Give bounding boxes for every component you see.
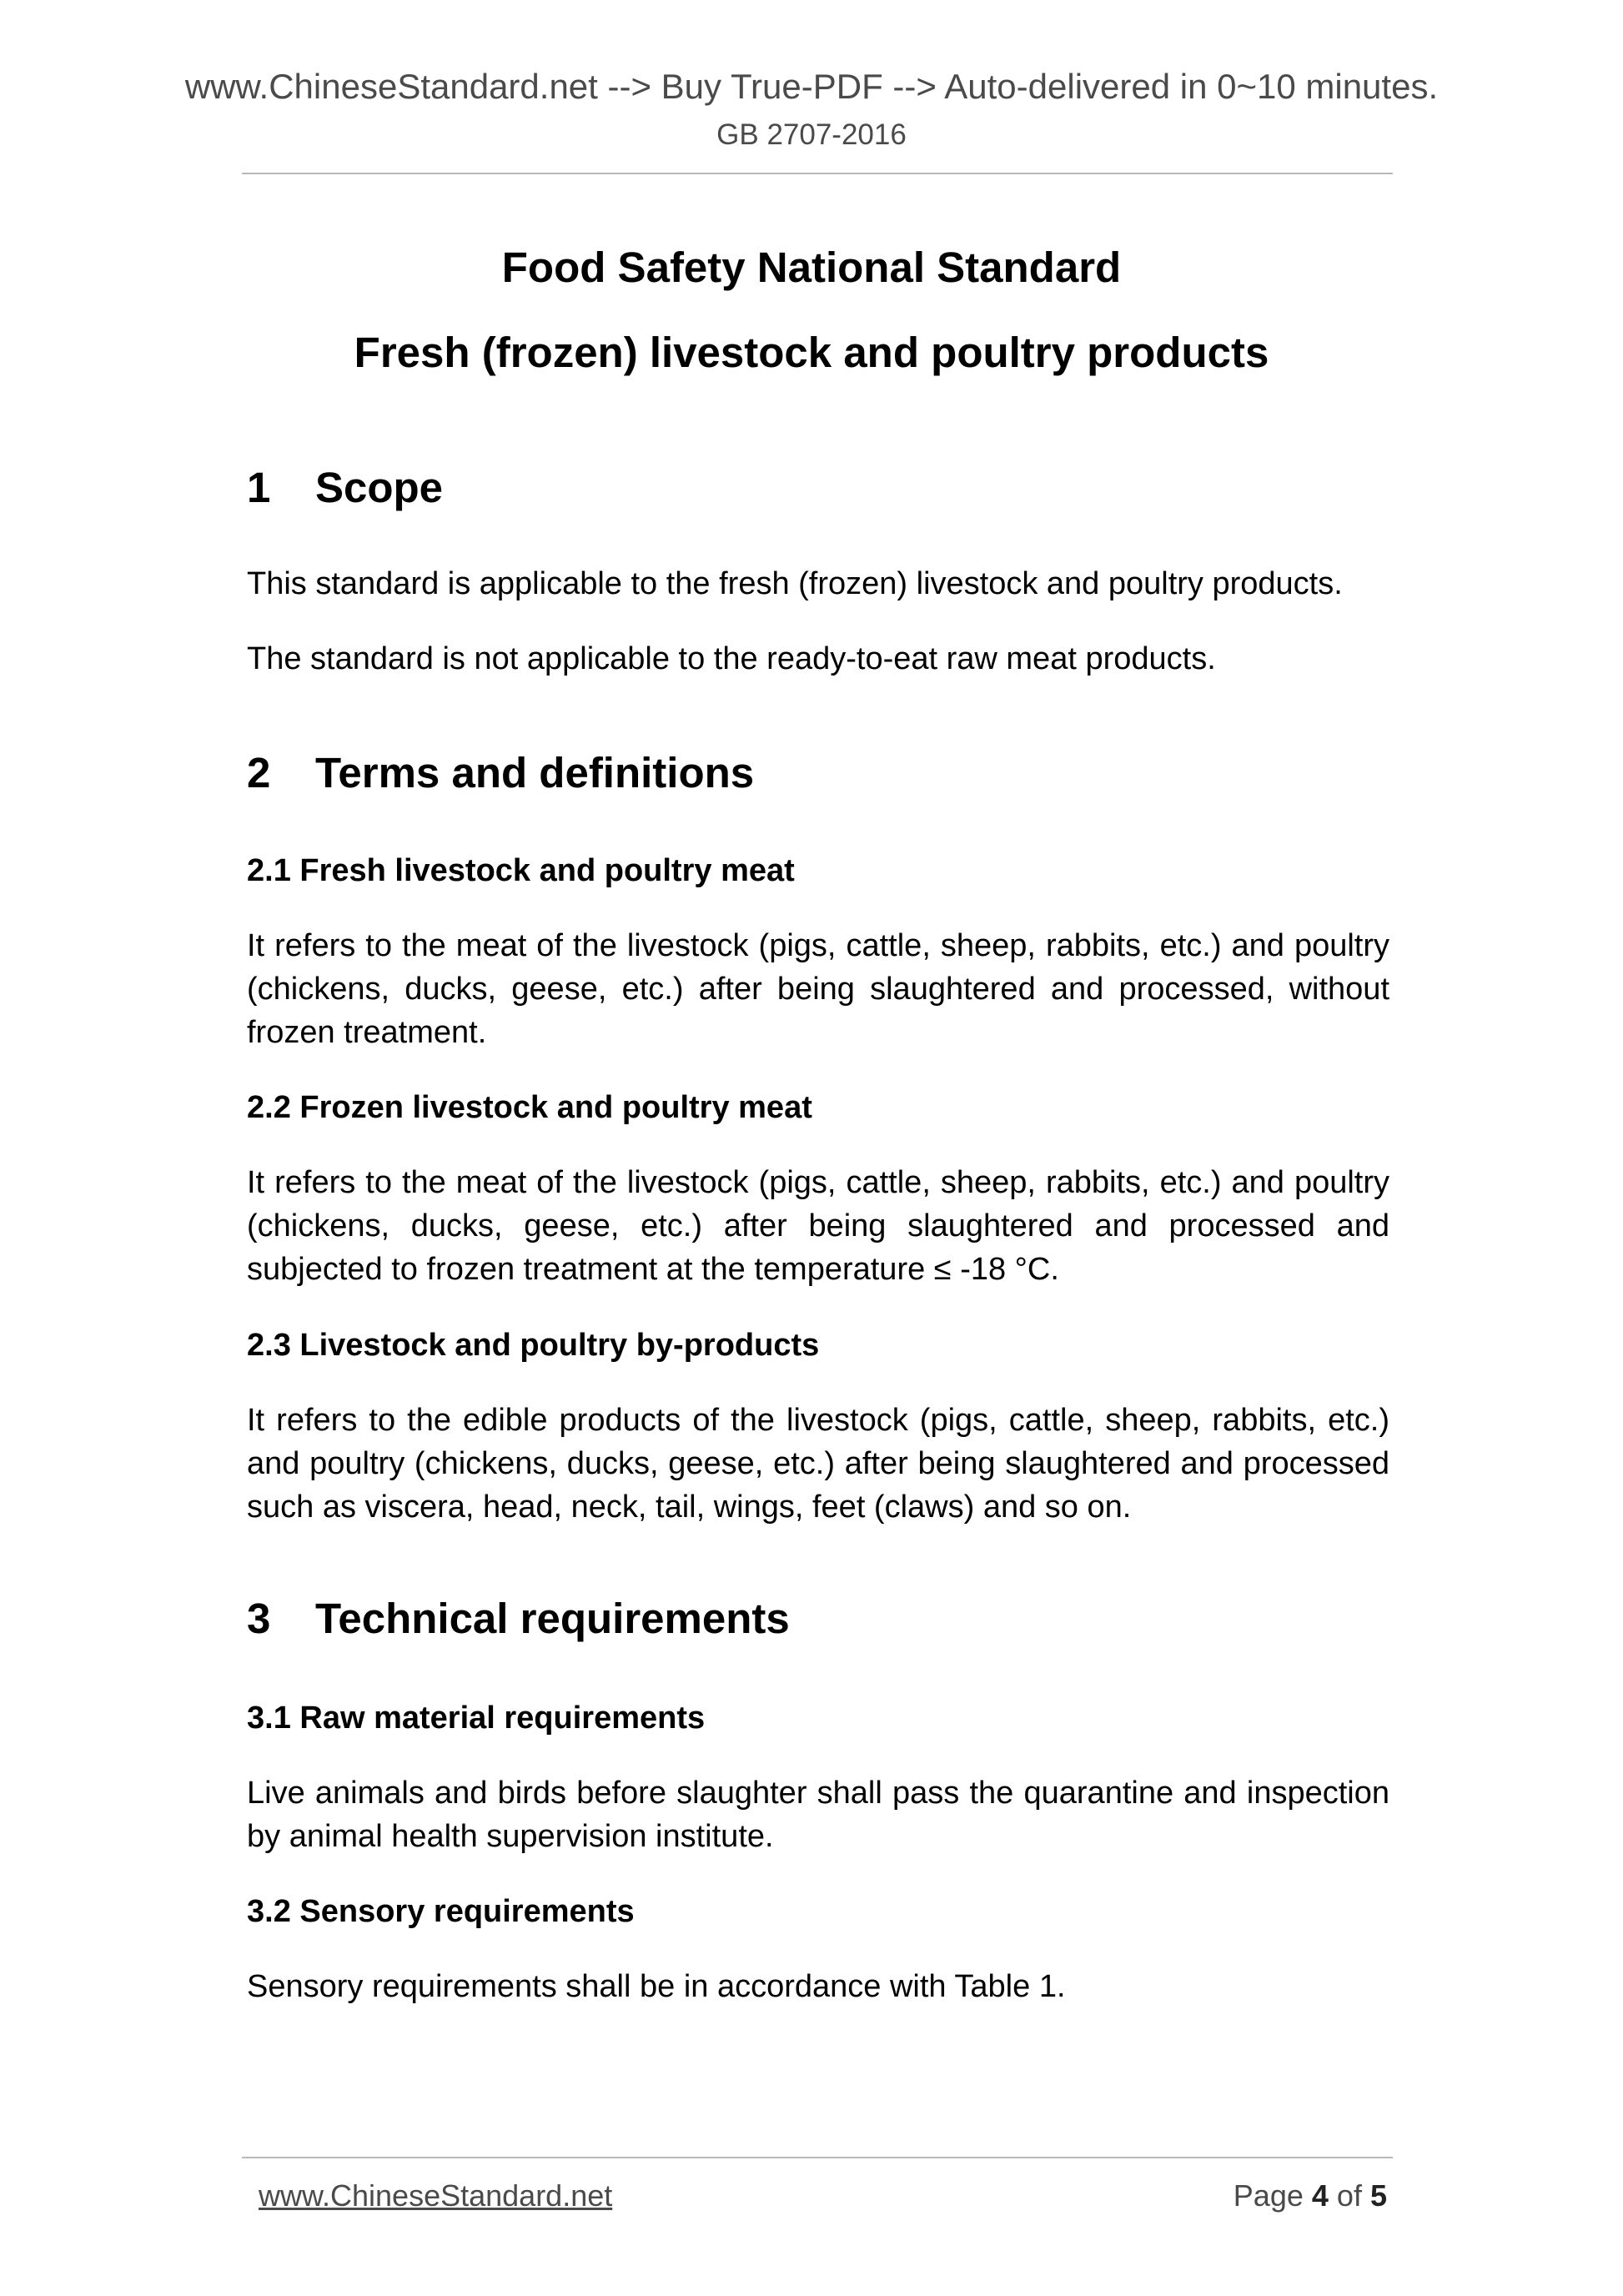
- total-pages-number: 5: [1369, 2178, 1387, 2213]
- paragraph: It refers to the meat of the livestock (pigs, cattle, sheep, rabbits, etc.) and poultry (chickens, ducks, geese, etc.) after being slaughtered and processed and subjected to frozen treatment at the temperature ≤ -18 °C.: [247, 1165, 1389, 1287]
- page-label: Page: [1233, 2178, 1304, 2213]
- subsection-heading: 2.2 Frozen livestock and poultry meat: [247, 1090, 812, 1125]
- section-heading-terms: [247, 747, 754, 799]
- page-indicator: [1234, 2177, 1387, 2215]
- standard-code: GB 2707-2016: [716, 118, 907, 151]
- subsection-heading: 3.2 Sensory requirements: [247, 1894, 635, 1929]
- current-page-number: 4: [1311, 2178, 1329, 2213]
- paragraph: The standard is not applicable to the ready-to-eat raw meat products.: [247, 641, 1216, 676]
- document-subtitle: Fresh (frozen) livestock and poultry products: [354, 329, 1269, 376]
- footer-website-link[interactable]: www.ChineseStandard.net: [259, 2178, 613, 2213]
- section-number: 1: [247, 464, 271, 511]
- header-divider: [242, 173, 1393, 174]
- section-number: 2: [247, 749, 271, 796]
- subsection-heading: 2.3 Livestock and poultry by-products: [247, 1328, 820, 1363]
- section-title: Terms and definitions: [315, 749, 755, 796]
- subsection-heading: 2.1 Fresh livestock and poultry meat: [247, 853, 795, 888]
- section-heading-scope: [247, 462, 443, 514]
- paragraph: It refers to the meat of the livestock (pigs, cattle, sheep, rabbits, etc.) and poultry (chickens, ducks, geese, etc.) after being slaughtered and processed, without frozen treatment.: [247, 928, 1389, 1050]
- section-heading-technical: [247, 1593, 790, 1645]
- section-title: Technical requirements: [315, 1595, 790, 1642]
- header-banner: www.ChineseStandard.net --> Buy True-PDF --> Auto-delivered in 0~10 minutes.: [184, 67, 1439, 106]
- page-of-label: of: [1336, 2178, 1362, 2213]
- subsection-heading: 3.1 Raw material requirements: [247, 1701, 706, 1736]
- footer-divider: [242, 2157, 1393, 2158]
- paragraph: This standard is applicable to the fresh (frozen) livestock and poultry products.: [247, 566, 1343, 601]
- paragraph: It refers to the edible products of the livestock (pigs, cattle, sheep, rabbits, etc.) and poultry (chickens, ducks, geese, etc.) after being slaughtered and processed such as viscera, head, neck, tail, wings, feet (claws) and so on.: [247, 1403, 1389, 1525]
- paragraph: Live animals and birds before slaughter shall pass the quarantine and inspection by animal health supervision institute.: [247, 1776, 1389, 1854]
- document-title: Food Safety National Standard: [501, 244, 1122, 291]
- section-number: 3: [247, 1595, 271, 1642]
- paragraph: Sensory requirements shall be in accordance with Table 1.: [247, 1969, 1066, 2004]
- section-title: Scope: [315, 464, 444, 511]
